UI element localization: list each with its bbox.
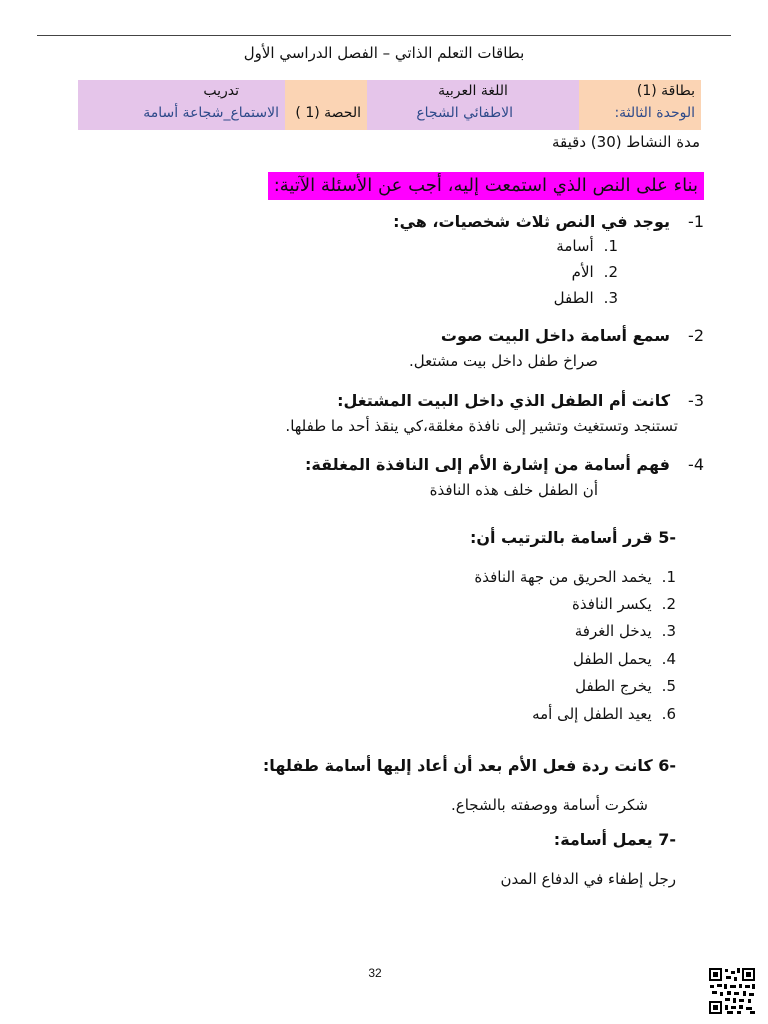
card-cell <box>579 80 701 130</box>
type-label: تدريب <box>203 83 239 99</box>
question-2-text: سمع أسامة داخل البيت صوت <box>440 326 670 345</box>
lesson-name: الاطفائي الشجاع <box>416 105 513 121</box>
question-1-number: -1 <box>688 212 704 231</box>
session-cell <box>285 80 367 130</box>
question-3-number: -3 <box>688 391 704 410</box>
list-item: 5.يخرج الطفل <box>575 677 676 695</box>
question-7-text: -7 يعمل أسامة: <box>553 830 676 849</box>
list-item: 6.يعيد الطفل إلى أمه <box>532 705 676 723</box>
list-item: 1.يخمد الحريق من جهة النافذة <box>474 568 676 586</box>
topic-label: الاستماع_شجاعة أسامة <box>143 105 279 121</box>
question-4-answer: أن الطفل خلف هذه النافذة <box>429 481 598 499</box>
list-item: 3.الطفل <box>553 289 618 307</box>
card-label: بطاقة (1) <box>636 83 695 99</box>
list-item: 1.أسامة <box>556 237 618 255</box>
question-2-number: -2 <box>688 326 704 345</box>
subject-cell <box>367 80 579 130</box>
question-3-text: كانت أم الطفل الذي داخل البيت المشتغل: <box>337 391 670 410</box>
page-number: 32 <box>368 966 382 980</box>
activity-duration: مدة النشاط (30) دقيقة <box>552 133 700 151</box>
qr-code-icon <box>708 967 756 1015</box>
type-cell <box>78 80 285 130</box>
session-label: الحصة (1 ) <box>295 105 361 121</box>
list-item: 2.يكسر النافذة <box>572 595 676 613</box>
header-table <box>78 80 701 130</box>
question-6-text: -6 كانت ردة فعل الأم بعد أن أعاد إليها أسامة طفلها: <box>262 756 676 775</box>
top-rule <box>37 35 731 36</box>
question-2-answer: صراخ طفل داخل بيت مشتعل. <box>408 352 598 370</box>
question-3-answer: تستنجد وتستغيث وتشير إلى نافذة مغلقة،كي ينقذ أحد ما طفلها. <box>285 417 678 435</box>
list-item: 2.الأم <box>571 263 618 281</box>
question-5-text: -5 قرر أسامة بالترتيب أن: <box>469 528 676 547</box>
question-7-answer: رجل إطفاء في الدفاع المدن <box>500 870 676 888</box>
question-6-answer: شكرت أسامة ووصفته بالشجاع. <box>451 796 648 814</box>
page-title: بطاقات التعلم الذاتي – الفصل الدراسي الأول <box>243 44 525 62</box>
question-4-text: فهم أسامة من إشارة الأم إلى النافذة المغلقة: <box>305 455 670 474</box>
list-item: 4.يحمل الطفل <box>573 650 676 668</box>
question-4-number: -4 <box>688 455 704 474</box>
list-item: 3.يدخل الغرفة <box>574 622 676 640</box>
question-1-text: يوجد في النص ثلاث شخصيات، هي: <box>393 212 670 231</box>
instruction-banner: بناء على النص الذي استمعت إليه، أجب عن الأسئلة الآتية: <box>268 172 704 200</box>
unit-label: الوحدة الثالثة: <box>614 105 695 121</box>
subject-label: اللغة العربية <box>438 83 508 99</box>
